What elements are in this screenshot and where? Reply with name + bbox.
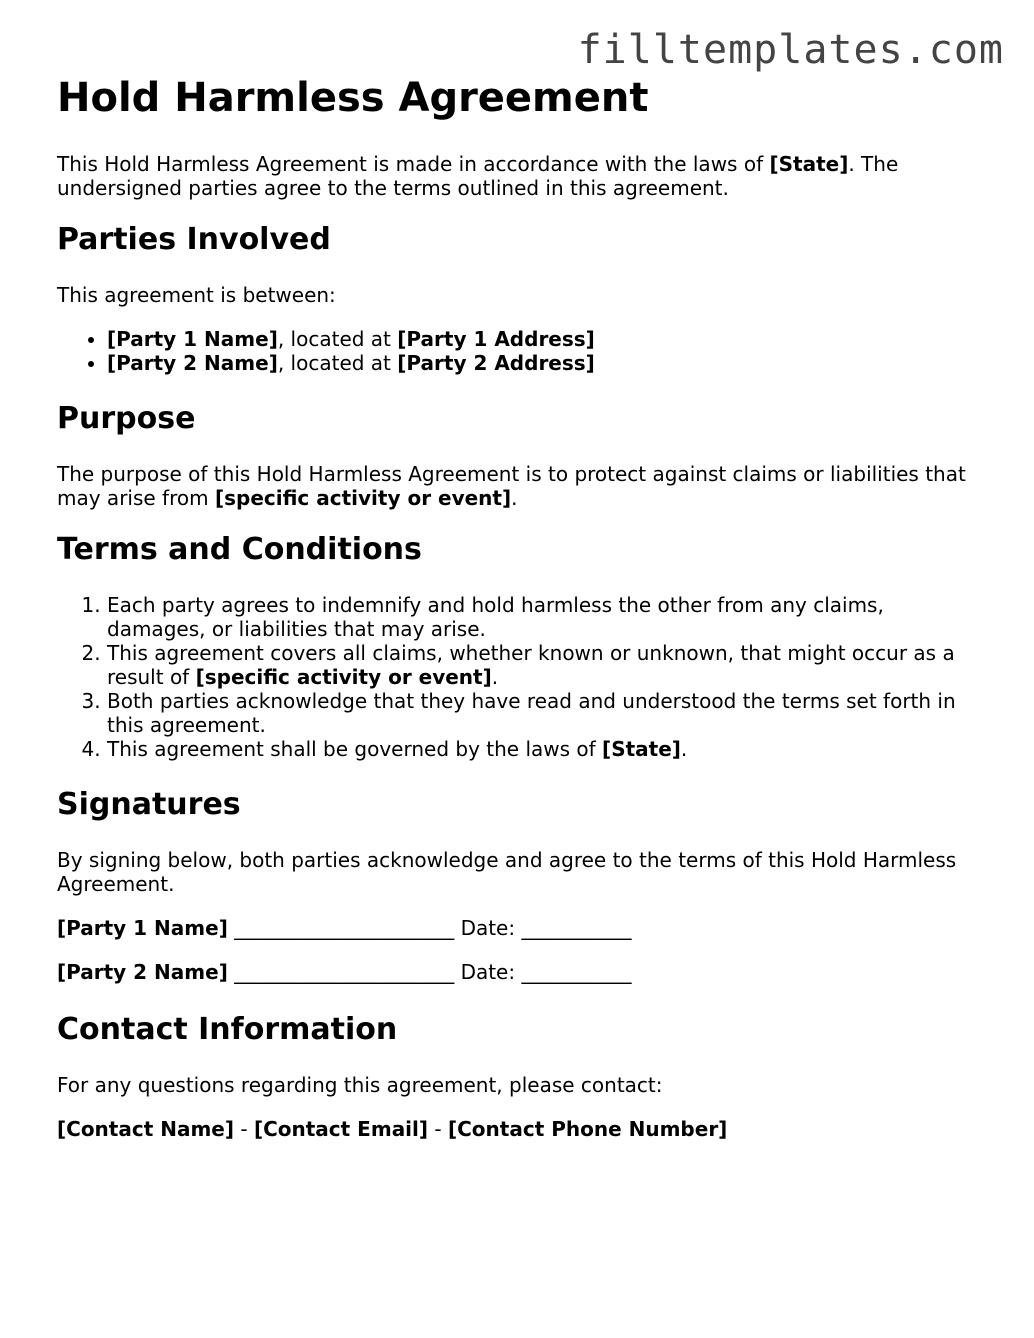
contact-lead: For any questions regarding this agreement, please contact: — [57, 1073, 663, 1097]
list-item — [107, 737, 987, 761]
terms-heading: Terms and Conditions — [57, 532, 422, 567]
list-item — [107, 593, 987, 641]
party-located-text: , located at — [277, 351, 398, 375]
list-item — [107, 327, 987, 351]
contact-name: [Contact Name] — [57, 1117, 235, 1141]
party-name: [Party 2 Name] — [107, 351, 278, 375]
term-text: This agreement covers all claims, whether known or unknown, that might occur as a result of — [107, 641, 955, 689]
activity-placeholder: [specific activity or event] — [214, 486, 512, 510]
date-blank: ___________ — [521, 916, 632, 940]
contact-details — [57, 1117, 987, 1141]
signer-name: [Party 1 Name] — [57, 916, 228, 940]
signatures-lead: By signing below, both parties acknowledge and agree to the terms of this Hold Harmless Agreement. — [57, 848, 957, 896]
party-located-text: , located at — [277, 327, 398, 351]
document-page — [57, 72, 987, 1161]
list-item — [107, 351, 987, 375]
contact-separator: - — [428, 1117, 448, 1141]
intro-text: This Hold Harmless Agreement is made in accordance with the laws of — [57, 152, 770, 176]
document-title: Hold Harmless Agreement — [57, 75, 649, 121]
parties-heading: Parties Involved — [57, 222, 331, 257]
purpose-paragraph — [57, 462, 987, 510]
terms-list — [57, 593, 987, 761]
purpose-text-end: . — [511, 486, 518, 510]
signer-name: [Party 2 Name] — [57, 960, 228, 984]
party-address: [Party 1 Address] — [397, 327, 595, 351]
term-bold: [State] — [602, 737, 681, 761]
term-bold: [specific activity or event] — [195, 665, 492, 689]
term-text: This agreement shall be governed by the laws of — [107, 737, 603, 761]
purpose-heading: Purpose — [57, 401, 196, 436]
list-item — [107, 689, 987, 737]
signature-line-party-1 — [57, 916, 987, 940]
term-text-end: . — [680, 737, 688, 761]
watermark: filltemplates.com — [577, 27, 1004, 73]
signatures-heading: Signatures — [57, 787, 241, 822]
term-text-end: . — [491, 665, 499, 689]
parties-lead: This agreement is between: — [57, 283, 336, 307]
date-label: Date: — [460, 916, 522, 940]
signature-line-party-2 — [57, 960, 987, 984]
contact-separator: - — [234, 1117, 254, 1141]
signature-blank: ______________________ — [227, 960, 461, 984]
party-name: [Party 1 Name] — [107, 327, 278, 351]
signature-blank: ______________________ — [227, 916, 461, 940]
term-text: Each party agrees to indemnify and hold harmless the other from any claims, damages, or liabilities that may arise. — [107, 593, 884, 641]
purpose-text: The purpose of this Hold Harmless Agreement is to protect against claims or liabilities that may arise from — [57, 462, 966, 510]
contact-heading: Contact Information — [57, 1012, 398, 1047]
party-address: [Party 2 Address] — [397, 351, 595, 375]
contact-email: [Contact Email] — [253, 1117, 429, 1141]
state-placeholder: [State] — [769, 152, 849, 176]
contact-phone: [Contact Phone Number] — [447, 1117, 728, 1141]
parties-list — [57, 327, 987, 375]
list-item — [107, 641, 987, 689]
date-label: Date: — [460, 960, 522, 984]
intro-paragraph — [57, 152, 987, 200]
term-text: Both parties acknowledge that they have read and understood the terms set forth in this agreement. — [107, 689, 956, 737]
intro-text-end: . The undersigned parties agree to the terms outlined in this agreement. — [57, 152, 899, 200]
date-blank: ___________ — [521, 960, 632, 984]
